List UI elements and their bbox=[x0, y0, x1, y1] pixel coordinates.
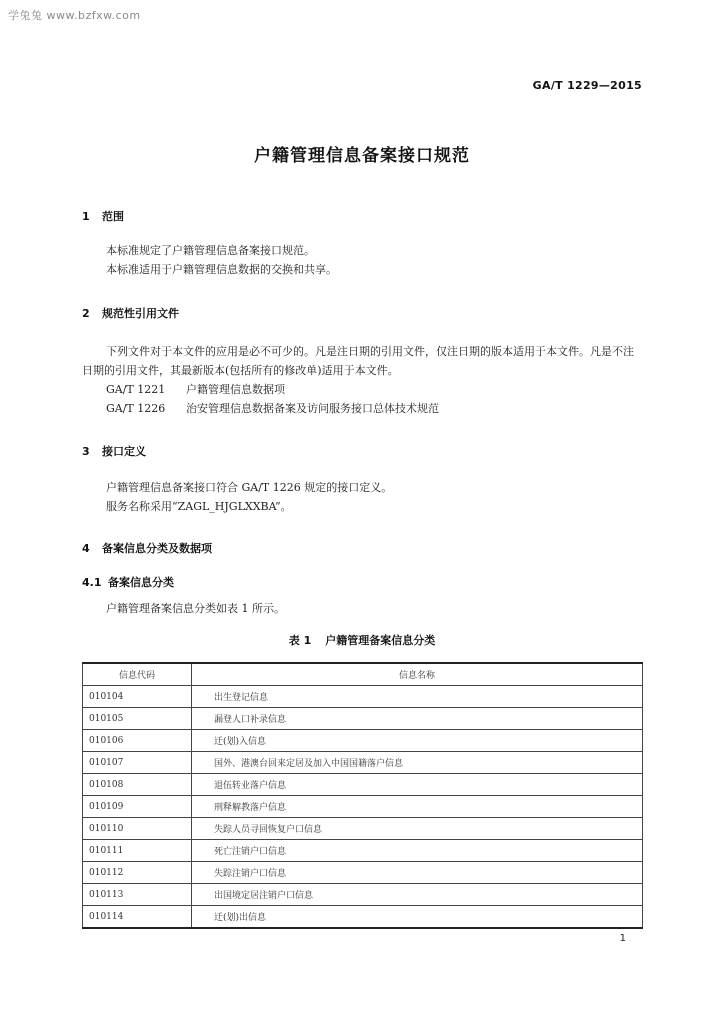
info-code: 010114 bbox=[83, 906, 192, 929]
page-number: 1 bbox=[619, 933, 626, 944]
standard-number: GA/T 1229—2015 bbox=[532, 79, 642, 92]
table-title: 户籍管理备案信息分类 bbox=[325, 634, 436, 647]
table-row bbox=[83, 906, 643, 929]
table-caption bbox=[0, 632, 724, 648]
reference-item bbox=[82, 380, 644, 399]
document-title: 户籍管理信息备案接口规范 bbox=[254, 146, 470, 166]
info-code: 010105 bbox=[83, 708, 192, 730]
section-title: 备案信息分类及数据项 bbox=[102, 542, 212, 555]
info-name: 退伍转业落户信息 bbox=[192, 774, 643, 796]
paragraph: 户籍管理信息备案接口符合 GA/T 1226 规定的接口定义。 bbox=[106, 481, 393, 494]
section-number: 4 bbox=[82, 542, 90, 555]
paragraph: 下列文件对于本文件的应用是必不可少的。凡是注日期的引用文件，仅注日期的版本适用于本文件。凡是不注日期的引用文件，其最新版本(包括所有的修改单)适用于本文件。 bbox=[82, 345, 634, 377]
section-number: 3 bbox=[82, 445, 90, 458]
info-name: 失踪人员寻回恢复户口信息 bbox=[192, 818, 643, 840]
info-name: 漏登人口补录信息 bbox=[192, 708, 643, 730]
info-code: 010104 bbox=[83, 686, 192, 708]
paragraph: 户籍管理备案信息分类如表 1 所示。 bbox=[106, 602, 285, 615]
section-number: 2 bbox=[82, 307, 90, 320]
info-name: 出国境定居注销户口信息 bbox=[192, 884, 643, 906]
info-name: 出生登记信息 bbox=[192, 686, 643, 708]
section-1-body bbox=[82, 241, 644, 279]
table-header-row bbox=[83, 663, 643, 686]
info-name: 国外、港澳台回来定居及加入中国国籍落户信息 bbox=[192, 752, 643, 774]
table-row bbox=[83, 730, 643, 752]
section-title: 备案信息分类 bbox=[108, 576, 174, 589]
info-code: 010111 bbox=[83, 840, 192, 862]
section-2-heading bbox=[82, 305, 179, 321]
table-row bbox=[83, 686, 643, 708]
paragraph: 服务名称采用“ZAGL_HJGLXXBA”。 bbox=[106, 500, 292, 513]
info-code: 010108 bbox=[83, 774, 192, 796]
section-2-body bbox=[82, 342, 644, 418]
info-name: 刑释解教落户信息 bbox=[192, 796, 643, 818]
reference-title: 户籍管理信息数据项 bbox=[186, 383, 285, 396]
section-title: 接口定义 bbox=[102, 445, 146, 458]
table-row bbox=[83, 862, 643, 884]
table-number: 表 1 bbox=[288, 634, 312, 647]
reference-code: GA/T 1226 bbox=[106, 402, 166, 415]
table-row bbox=[83, 796, 643, 818]
paragraph: 本标准适用于户籍管理信息数据的交换和共享。 bbox=[106, 263, 337, 276]
section-4-heading bbox=[82, 540, 212, 556]
section-number: 4.1 bbox=[82, 576, 102, 589]
info-code: 010107 bbox=[83, 752, 192, 774]
header-info-name: 信息名称 bbox=[192, 663, 643, 686]
section-title: 范围 bbox=[102, 210, 124, 223]
table-row bbox=[83, 840, 643, 862]
info-code: 010106 bbox=[83, 730, 192, 752]
info-name: 死亡注销户口信息 bbox=[192, 840, 643, 862]
reference-title: 治安管理信息数据备案及访问服务接口总体技术规范 bbox=[186, 402, 439, 415]
section-number: 1 bbox=[82, 210, 90, 223]
header-info-code: 信息代码 bbox=[83, 663, 192, 686]
info-code: 010113 bbox=[83, 884, 192, 906]
info-code: 010112 bbox=[83, 862, 192, 884]
info-classification-table bbox=[82, 662, 643, 929]
table-row bbox=[83, 884, 643, 906]
table-row bbox=[83, 752, 643, 774]
paragraph: 本标准规定了户籍管理信息备案接口规范。 bbox=[106, 244, 315, 257]
table-row bbox=[83, 818, 643, 840]
section-3-body bbox=[82, 478, 644, 516]
info-name: 迁(划)出信息 bbox=[192, 906, 643, 929]
table-row bbox=[83, 708, 643, 730]
section-1-heading bbox=[82, 208, 124, 224]
info-name: 失踪注销户口信息 bbox=[192, 862, 643, 884]
reference-code: GA/T 1221 bbox=[106, 383, 166, 396]
section-3-heading bbox=[82, 443, 146, 459]
section-4-1-heading bbox=[82, 574, 174, 590]
table-row bbox=[83, 774, 643, 796]
watermark: 学兔兔 www.bzfxw.com bbox=[8, 9, 141, 22]
info-name: 迁(划)入信息 bbox=[192, 730, 643, 752]
section-title: 规范性引用文件 bbox=[102, 307, 179, 320]
info-code: 010110 bbox=[83, 818, 192, 840]
info-code: 010109 bbox=[83, 796, 192, 818]
section-4-1-body bbox=[82, 599, 644, 618]
reference-item bbox=[82, 399, 644, 418]
